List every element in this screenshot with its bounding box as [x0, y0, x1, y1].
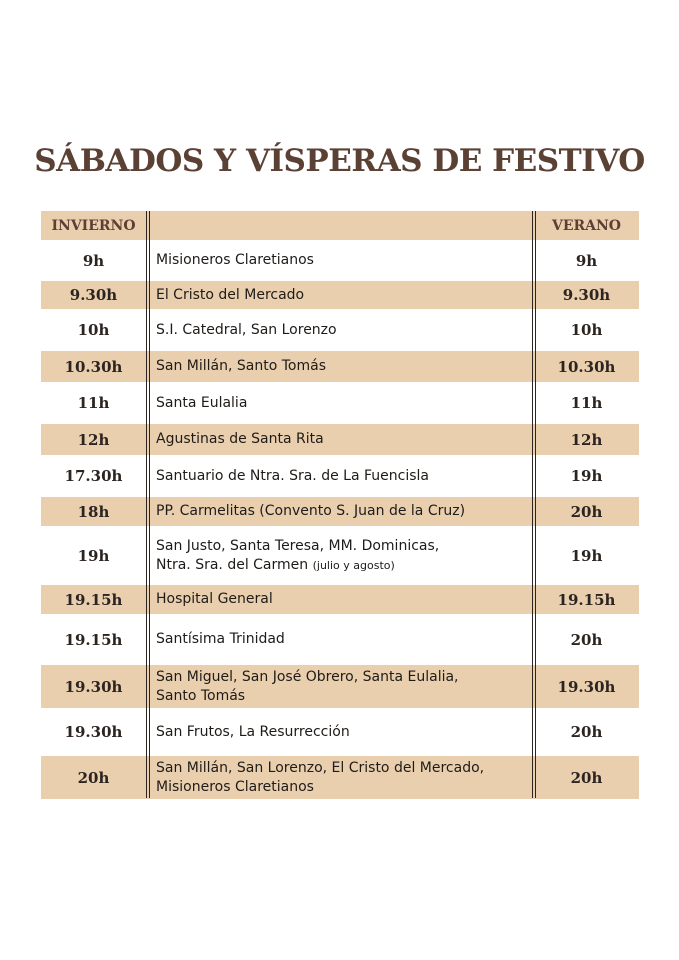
winter-time: 20h — [77, 768, 110, 787]
place-line-1: San Millán, San Lorenzo, El Cristo del Mercado, — [156, 759, 485, 776]
place-note: (julio y agosto) — [312, 558, 395, 572]
table-header — [41, 211, 639, 244]
place-line-2 — [156, 556, 534, 575]
winter-time: 9.30h — [69, 286, 118, 304]
winter-time: 11h — [77, 394, 110, 412]
place: Santuario de Ntra. Sra. de La Fuencisla — [156, 467, 429, 484]
summer-time: 20h — [570, 502, 603, 521]
column-divider — [535, 211, 536, 798]
summer-time: 19h — [570, 546, 603, 565]
header-summer: VERANO — [551, 217, 622, 234]
table-row — [41, 756, 639, 799]
winter-time: 9h — [82, 251, 105, 270]
winter-time: 17.30h — [64, 467, 123, 485]
winter-time: 10.30h — [64, 357, 123, 376]
table-row — [41, 585, 639, 618]
winter-time: 18h — [77, 502, 110, 521]
place: Santísima Trinidad — [156, 631, 285, 647]
summer-time: 19h — [570, 467, 603, 485]
table-row — [41, 712, 639, 756]
summer-time: 12h — [570, 430, 603, 449]
place: Agustinas de Santa Rita — [156, 431, 324, 447]
page-title: SÁBADOS Y VÍSPERAS DE FESTIVO — [34, 143, 645, 179]
place: San Millán, Santo Tomás — [156, 358, 326, 374]
summer-time: 19.15h — [557, 590, 616, 609]
table-row — [41, 665, 639, 712]
table-row — [41, 424, 639, 459]
winter-time: 12h — [77, 430, 110, 449]
table-row — [41, 618, 639, 665]
table-row — [41, 530, 639, 585]
summer-time: 10.30h — [557, 357, 616, 376]
winter-time: 19.15h — [64, 630, 123, 649]
place: Santa Eulalia — [156, 394, 248, 411]
winter-time: 19.15h — [64, 590, 123, 609]
summer-time: 10h — [570, 321, 603, 339]
place: S.I. Catedral, San Lorenzo — [156, 321, 337, 338]
column-divider — [532, 211, 533, 798]
table-row — [41, 313, 639, 351]
summer-time: 9h — [575, 251, 598, 270]
winter-time: 10h — [77, 321, 110, 339]
place — [146, 759, 534, 797]
summer-time: 20h — [570, 768, 603, 787]
table-row — [41, 244, 639, 281]
place: El Cristo del Mercado — [156, 286, 305, 303]
mass-schedule-table — [41, 211, 639, 799]
table-row — [41, 459, 639, 497]
winter-time: 19.30h — [64, 723, 123, 741]
place: San Frutos, La Resurrección — [156, 723, 350, 740]
place-line-1: San Justo, Santa Teresa, MM. Dominicas, — [156, 537, 440, 554]
place: Misioneros Claretianos — [156, 252, 314, 268]
summer-time: 19.30h — [557, 677, 616, 696]
column-divider — [146, 211, 147, 798]
place-line-2: Misioneros Claretianos — [156, 778, 314, 795]
place: Hospital General — [156, 591, 273, 607]
table-row — [41, 281, 639, 313]
place: PP. Carmelitas (Convento S. Juan de la Cruz) — [156, 503, 466, 519]
summer-time: 11h — [570, 394, 603, 412]
column-divider — [149, 211, 150, 798]
header-winter: INVIERNO — [51, 217, 136, 234]
summer-time: 20h — [570, 723, 603, 741]
table-row — [41, 351, 639, 386]
table-row — [41, 497, 639, 530]
winter-time: 19.30h — [64, 677, 123, 696]
place-line-2: Santo Tomás — [156, 687, 246, 704]
table-row — [41, 386, 639, 424]
place-line-1: San Miguel, San José Obrero, Santa Eulalia, — [156, 668, 459, 685]
place — [146, 668, 534, 706]
winter-time: 19h — [77, 546, 110, 565]
place — [146, 537, 534, 575]
place-line-2-text: Ntra. Sra. del Carmen — [156, 556, 309, 573]
summer-time: 9.30h — [562, 286, 611, 304]
summer-time: 20h — [570, 630, 603, 649]
